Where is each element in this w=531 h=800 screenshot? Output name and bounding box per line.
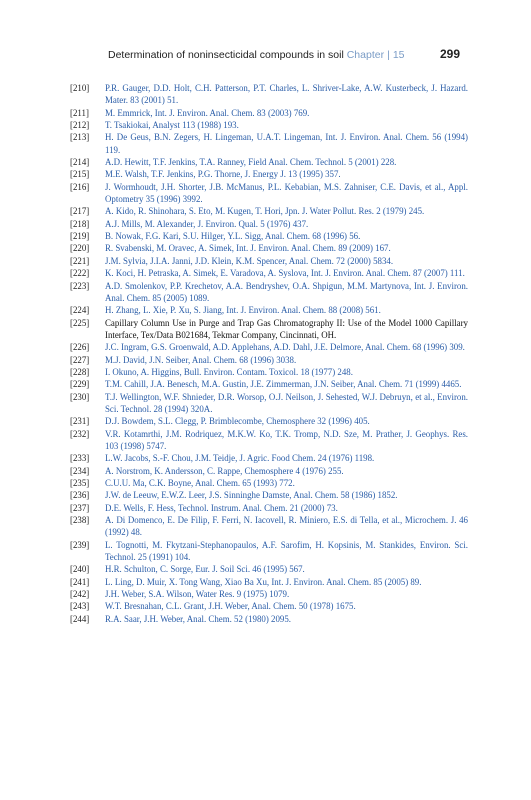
reference-item <box>70 280 468 305</box>
reference-item <box>70 317 468 342</box>
reference-text[interactable]: J.C. Ingram, G.S. Groenwald, A.D. Applehans, A.D. Dahl, J.E. Delmore, Anal. Chem. 68 (1996) 309. <box>105 342 465 353</box>
reference-item <box>70 378 468 390</box>
reference-item <box>70 156 468 168</box>
reference-text[interactable]: C.U.U. Ma, C.K. Boyne, Anal. Chem. 65 (1993) 772. <box>105 478 295 488</box>
reference-number: [228] <box>70 366 90 377</box>
reference-number: [226] <box>70 342 90 353</box>
reference-text[interactable]: T.J. Wellington, W.F. Shnieder, D.R. Worsop, O.J. Neilson, J. Sehested, W.J. Debruyn, et al., Environ. Sci. Technol. 28 (1994) 320A. <box>105 391 468 414</box>
reference-number: [236] <box>70 490 90 501</box>
reference-text[interactable]: T.M. Cahill, J.A. Benesch, M.A. Gustin, J.E. Zimmerman, J.N. Seiber, Anal. Chem. 71 (1999) 4465. <box>105 379 462 390</box>
reference-item <box>70 613 468 625</box>
reference-item <box>70 415 468 427</box>
reference-number: [225] <box>70 317 90 328</box>
reference-item <box>70 576 468 588</box>
reference-text[interactable]: M. Emmrick, Int. J. Environ. Anal. Chem. 83 (2003) 769. <box>105 107 310 118</box>
reference-item <box>70 588 468 600</box>
reference-number: [213] <box>70 132 90 143</box>
reference-text[interactable]: A. Kido, R. Shinohara, S. Eto, M. Kugen, T. Hori, Jpn. J. Water Pollut. Res. 2 (1979) 245. <box>105 206 425 217</box>
reference-text[interactable]: M.J. David, J.N. Seiber, Anal. Chem. 68 (1996) 3038. <box>105 354 297 365</box>
reference-number: [234] <box>70 465 90 476</box>
reference-item <box>70 218 468 230</box>
reference-text[interactable]: R.A. Saar, J.H. Weber, Anal. Chem. 52 (1980) 2095. <box>105 613 291 624</box>
reference-text[interactable]: L. Ling, D. Muir, X. Tong Wang, Xiao Ba Xu, Int. J. Environ. Anal. Chem. 85 (2005) 89. <box>105 576 422 587</box>
reference-text[interactable]: J. Wormhoudt, J.H. Shorter, J.B. McManus, P.L. Kebabian, M.S. Zahniser, C.E. Davis, et al., Appl. Optometry 35 (1996) 3992. <box>105 181 468 205</box>
reference-number: [231] <box>70 416 90 427</box>
reference-item <box>70 465 468 477</box>
reference-text[interactable]: H.R. Schulton, C. Sorge, Eur. J. Soil Sci. 46 (1995) 567. <box>105 564 305 575</box>
reference-number: [238] <box>70 515 90 526</box>
reference-text[interactable]: W.T. Bresnahan, C.L. Grant, J.H. Weber, Anal. Chem. 50 (1978) 1675. <box>105 601 356 612</box>
reference-text[interactable]: J.W. de Leeuw, E.W.Z. Leer, J.S. Sinninghe Damste, Anal. Chem. 58 (1986) 1852. <box>105 490 398 501</box>
reference-text[interactable]: A. Norstrom, K. Andersson, C. Rappe, Chemosphere 4 (1976) 255. <box>105 465 344 476</box>
reference-text[interactable]: R. Svabenski, M. Oravec, A. Simek, Int. J. Environ. Anal. Chem. 89 (2009) 167. <box>105 243 391 254</box>
reference-number: [244] <box>70 613 90 624</box>
reference-text[interactable]: P.R. Gauger, D.D. Holt, C.H. Patterson, P.T. Charles, L. Shriver-Lake, A.W. Kusterbeck, J. Hazard. Mater. 83 (2001) 51. <box>105 83 468 106</box>
reference-item <box>70 477 468 489</box>
reference-text[interactable]: A.D. Smolenkov, P.P. Krechetov, A.A. Bendryshev, O.A. Shpigun, M.M. Martynova, Int. J. Environ. Anal. Chem. 85 (2005) 1089. <box>105 280 468 303</box>
reference-item <box>70 131 468 156</box>
reference-item <box>70 354 468 366</box>
reference-number: [223] <box>70 280 90 291</box>
reference-number: [241] <box>70 576 90 587</box>
header-title: Determination of noninsecticidal compounds in soil <box>108 49 344 61</box>
reference-number: [210] <box>70 83 90 93</box>
reference-number: [215] <box>70 169 90 180</box>
reference-item <box>70 230 468 242</box>
reference-item <box>70 181 468 206</box>
reference-text: Capillary Column Use in Purge and Trap Gas Chromatography II: Use of the Model 1000 Capillary Interface, Tex/Data B021684, Tekmar Company, Cincinnati, OH. <box>105 317 468 340</box>
chapter-label: Chapter <box>346 49 385 61</box>
reference-number: [218] <box>70 218 90 229</box>
reference-text[interactable]: B. Nowak, F.G. Kari, S.U. Hilger, Y.L. Sigg, Anal. Chem. 68 (1996) 56. <box>105 231 361 242</box>
reference-item <box>70 366 468 378</box>
reference-number: [233] <box>70 453 90 464</box>
page-number: 299 <box>440 47 461 61</box>
reference-text[interactable]: J.M. Sylvia, J.I.A. Janni, J.D. Klein, K.M. Spencer, Anal. Chem. 72 (2000) 5834. <box>105 255 394 266</box>
reference-item <box>70 119 468 131</box>
reference-number: [217] <box>70 206 90 217</box>
reference-text[interactable]: D.J. Bowdem, S.L. Clegg, P. Brimblecombe, Chemosphere 32 (1996) 405. <box>105 416 370 427</box>
reference-text[interactable]: A. Di Domenco, E. De Filip, F. Ferri, N. Iacovell, R. Miniero, E.S. di Tella, et al., Microchem. J. 46 (1992) 48. <box>105 515 468 538</box>
reference-number: [235] <box>70 478 90 488</box>
reference-text[interactable]: A.D. Hewitt, T.F. Jenkins, T.A. Ranney, Field Anal. Chem. Technol. 5 (2001) 228. <box>105 157 397 168</box>
reference-text[interactable]: J.H. Weber, S.A. Wilson, Water Res. 9 (1975) 1079. <box>105 589 290 600</box>
reference-text[interactable]: I. Okuno, A. Higgins, Bull. Environ. Contam. Toxicol. 18 (1977) 248. <box>105 366 353 377</box>
reference-item <box>70 600 468 612</box>
reference-item <box>70 304 468 316</box>
reference-number: [214] <box>70 157 90 168</box>
reference-number: [224] <box>70 305 90 316</box>
reference-item <box>70 452 468 464</box>
reference-item <box>70 341 468 353</box>
reference-number: [230] <box>70 391 90 402</box>
reference-item <box>70 489 468 501</box>
reference-item <box>70 514 468 539</box>
reference-number: [216] <box>70 181 90 192</box>
reference-number: [243] <box>70 601 90 612</box>
reference-item <box>70 391 468 416</box>
reference-number: [237] <box>70 502 90 513</box>
reference-text[interactable]: K. Koci, H. Petraska, A. Simek, E. Varadova, A. Syslova, Int. J. Environ. Anal. Chem. 87 (2007) 111. <box>105 268 465 279</box>
reference-item <box>70 267 468 279</box>
reference-number: [227] <box>70 354 90 365</box>
reference-item <box>70 82 468 107</box>
reference-item <box>70 563 468 575</box>
reference-number: [239] <box>70 539 90 550</box>
reference-text[interactable]: H. De Geus, B.N. Zegers, H. Lingeman, U.A.T. Lingeman, Int. J. Environ. Anal. Chem. 56 (1994) 119. <box>105 132 468 155</box>
reference-text[interactable]: D.E. Wells, F. Hess, Technol. Instrum. Anal. Chem. 21 (2000) 73. <box>105 502 338 513</box>
reference-number: [221] <box>70 255 90 266</box>
reference-text[interactable]: V.R. Kotamrthi, J.M. Rodriquez, M.K.W. Ko, T.K. Tromp, N.D. Sze, M. Prather, J. Geophys. Res. 103 (1998) 5747. <box>105 428 468 451</box>
reference-number: [222] <box>70 268 90 279</box>
reference-item <box>70 168 468 180</box>
running-header <box>0 46 531 66</box>
reference-number: [229] <box>70 379 90 390</box>
header-title-line <box>108 49 405 61</box>
reference-text[interactable]: M.E. Walsh, T.F. Jenkins, P.G. Thorne, J. Energy J. 13 (1995) 357. <box>105 169 341 180</box>
reference-item <box>70 107 468 119</box>
chapter-number: 15 <box>392 49 405 61</box>
reference-text[interactable]: H. Zhang, L. Xie, P. Xu, S. Jiang, Int. J. Environ. Anal. Chem. 88 (2008) 561. <box>105 305 381 316</box>
header-separator: | <box>387 49 390 61</box>
reference-number: [219] <box>70 231 90 242</box>
reference-list <box>70 82 468 625</box>
reference-number: [242] <box>70 589 90 600</box>
reference-number: [240] <box>70 564 90 575</box>
reference-item <box>70 242 468 254</box>
reference-item <box>70 255 468 267</box>
reference-text[interactable]: L.W. Jacobs, S.-F. Chou, J.M. Teidje, J. Agric. Food Chem. 24 (1976) 1198. <box>105 453 375 464</box>
reference-text[interactable]: A.J. Mills, M. Alexander, J. Environ. Qual. 5 (1976) 437. <box>105 218 309 229</box>
reference-number: [232] <box>70 428 90 439</box>
reference-text[interactable]: L. Tognotti, M. Fkytzani-Stephanopaulos, A.F. Sarofim, H. Kopsinis, M. Stankides, Environ. Sci. Technol. 25 (1991) 104. <box>105 539 468 563</box>
reference-item <box>70 539 468 564</box>
reference-item <box>70 205 468 217</box>
reference-number: [220] <box>70 243 90 254</box>
reference-item <box>70 428 468 453</box>
reference-item <box>70 502 468 514</box>
reference-number: [211] <box>70 107 89 118</box>
reference-text[interactable]: T. Tsakiokai, Analyst 113 (1988) 193. <box>105 120 239 131</box>
reference-number: [212] <box>70 120 90 131</box>
